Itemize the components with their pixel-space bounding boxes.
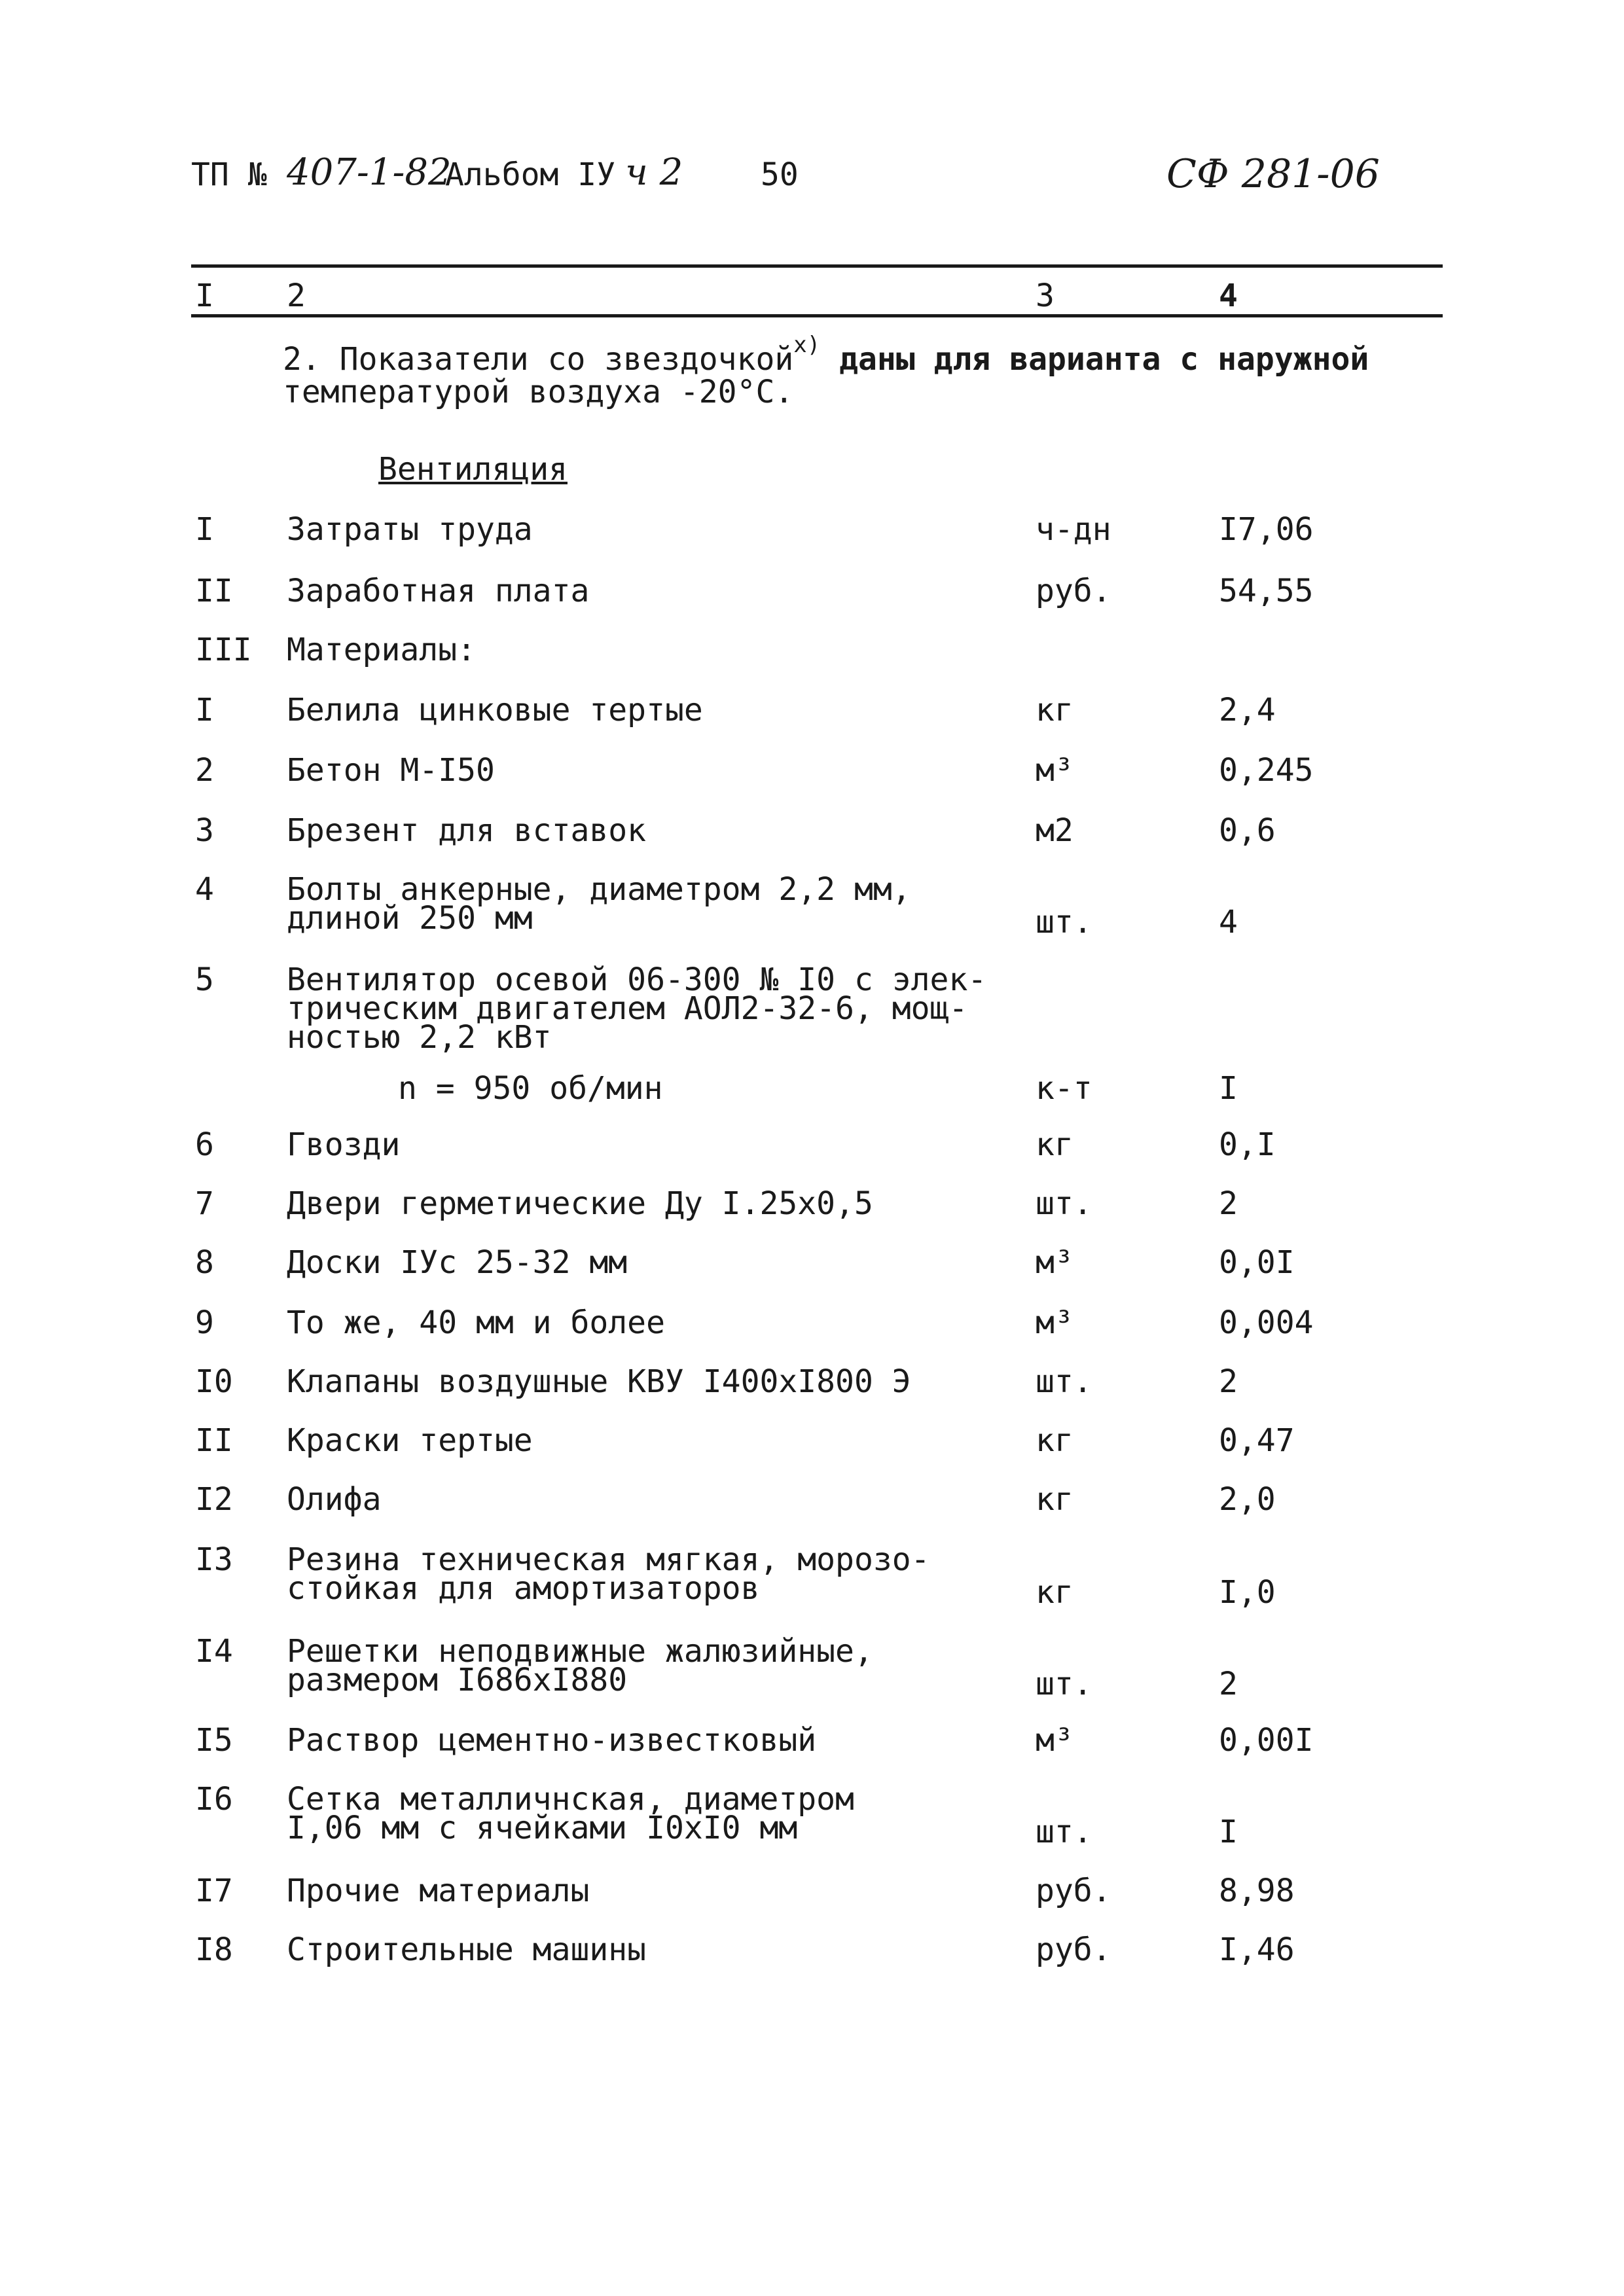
row-name-line: n = 950 об/мин (398, 1070, 663, 1107)
row-name-line: Материалы: (287, 632, 476, 668)
row-number: I2 (195, 1481, 233, 1518)
column-header-2: 2 (287, 278, 306, 314)
row-unit: шт. (1036, 1666, 1092, 1702)
row-unit: шт. (1036, 1814, 1092, 1850)
row-value: I,46 (1219, 1931, 1295, 1968)
row-name-line: Раствор цементно-известковый (287, 1722, 817, 1759)
row-unit: руб. (1036, 1931, 1111, 1968)
row-name-line: Прочие материалы (287, 1873, 590, 1909)
row-unit: кг (1036, 1126, 1074, 1163)
row-value: 0,6 (1219, 812, 1276, 849)
row-name-line: Брезент для вставок (287, 812, 647, 849)
row-unit: м³ (1036, 1304, 1074, 1341)
row-number: I5 (195, 1722, 233, 1759)
row-value: 2 (1219, 1185, 1238, 1222)
section-title: Вентиляция (378, 451, 568, 488)
row-number: II (195, 1422, 233, 1459)
row-unit: м³ (1036, 752, 1074, 789)
column-header-3: 3 (1036, 278, 1055, 314)
row-value: I,0 (1219, 1574, 1276, 1611)
row-name-line: Резина техническая мягкая, морозо- (287, 1541, 930, 1578)
row-value: I7,06 (1219, 511, 1314, 548)
row-name-line: Доски IУс 25-32 мм (287, 1244, 628, 1281)
row-number: II (195, 573, 233, 609)
note-line1-prefix: 2. Показатели со звездочкой (283, 341, 794, 378)
row-number: I3 (195, 1541, 233, 1578)
row-value: 2,0 (1219, 1481, 1276, 1518)
row-unit: м³ (1036, 1244, 1074, 1281)
note-footnote-mark: x) (793, 331, 821, 358)
column-header-1: I (195, 278, 214, 314)
row-name-line: Краски тертые (287, 1422, 533, 1459)
row-name-line: I,06 мм с ячейками I0хI0 мм (287, 1810, 798, 1846)
row-value: 4 (1219, 904, 1238, 941)
row-number: I0 (195, 1363, 233, 1400)
album-label: Альбом IУ (445, 156, 616, 193)
row-number: I6 (195, 1781, 233, 1818)
row-unit: ч-дн (1036, 511, 1111, 548)
row-value: 8,98 (1219, 1873, 1295, 1909)
album-part: ч 2 (625, 151, 683, 194)
row-unit: шт. (1036, 1185, 1092, 1222)
header-bottom-rule (191, 314, 1443, 317)
row-unit: руб. (1036, 1873, 1111, 1909)
row-name-line: трическим двигателем АОЛ2-32-6, мощ- (287, 990, 968, 1027)
note-line1-suffix: даны для варианта с наружной (820, 341, 1369, 378)
row-name-line: Белила цинковые тертые (287, 692, 703, 728)
row-number: III (195, 632, 252, 668)
row-unit: кг (1036, 1422, 1074, 1459)
row-number: 2 (195, 752, 214, 789)
row-number: 6 (195, 1126, 214, 1163)
row-name-line: Сетка металличнская, диаметром (287, 1781, 854, 1818)
row-unit: шт. (1036, 1363, 1092, 1400)
row-value: 0,I (1219, 1126, 1276, 1163)
row-number: I8 (195, 1931, 233, 1968)
row-value: I (1219, 1814, 1238, 1850)
row-value: 54,55 (1219, 573, 1314, 609)
row-number: 9 (195, 1304, 214, 1341)
row-number: I4 (195, 1633, 233, 1670)
row-unit: руб. (1036, 573, 1111, 609)
row-value: 2,4 (1219, 692, 1276, 728)
row-name-line: стойкая для амортизаторов (287, 1570, 760, 1607)
document-code: СФ 281-06 (1166, 151, 1380, 197)
page-number: 50 (761, 156, 799, 193)
row-value: 0,47 (1219, 1422, 1295, 1459)
row-name-line: длиной 250 мм (287, 900, 533, 937)
row-name-line: Затраты труда (287, 511, 533, 548)
row-name-line: Заработная плата (287, 573, 590, 609)
row-number: 7 (195, 1185, 214, 1222)
row-name-line: Болты анкерные, диаметром 2,2 мм, (287, 871, 911, 908)
row-name-line: То же, 40 мм и более (287, 1304, 665, 1341)
row-name-line: Гвозди (287, 1126, 401, 1163)
row-value: I (1219, 1070, 1238, 1107)
row-name-line: размером I686хI880 (287, 1662, 628, 1698)
row-name-line: Вентилятор осевой 06-300 № I0 с элек- (287, 961, 987, 998)
row-unit: к-т (1036, 1070, 1092, 1107)
row-unit: кг (1036, 1574, 1074, 1611)
row-name-line: Клапаны воздушные КВУ I400хI800 Э (287, 1363, 911, 1400)
note-line2: температурой воздуха -20°С. (283, 374, 794, 410)
row-number: 4 (195, 871, 214, 908)
row-value: 0,00I (1219, 1722, 1314, 1759)
row-name-line: Двери герметические Ду I.25х0,5 (287, 1185, 873, 1222)
row-value: 0,245 (1219, 752, 1314, 789)
row-name-line: Олифа (287, 1481, 382, 1518)
row-number: 3 (195, 812, 214, 849)
row-unit: шт. (1036, 904, 1092, 941)
row-name-line: Решетки неподвижные жалюзийные, (287, 1633, 873, 1670)
row-number: 8 (195, 1244, 214, 1281)
row-value: 0,0I (1219, 1244, 1295, 1281)
row-number: I7 (195, 1873, 233, 1909)
row-number: 5 (195, 961, 214, 998)
top-rule (191, 264, 1443, 268)
row-unit: кг (1036, 1481, 1074, 1518)
column-header-4: 4 (1219, 278, 1238, 314)
row-number: I (195, 511, 214, 548)
row-name-line: Строительные машины (287, 1931, 647, 1968)
row-number: I (195, 692, 214, 728)
tp-number: 407-1-82 (287, 151, 452, 194)
tp-label: ТП № (191, 156, 267, 193)
row-unit: кг (1036, 692, 1074, 728)
row-name-line: Бетон М-I50 (287, 752, 495, 789)
row-value: 2 (1219, 1363, 1238, 1400)
row-unit: м2 (1036, 812, 1074, 849)
row-unit: м³ (1036, 1722, 1074, 1759)
row-value: 2 (1219, 1666, 1238, 1702)
row-value: 0,004 (1219, 1304, 1314, 1341)
row-name-line: ностью 2,2 кВт (287, 1019, 552, 1056)
